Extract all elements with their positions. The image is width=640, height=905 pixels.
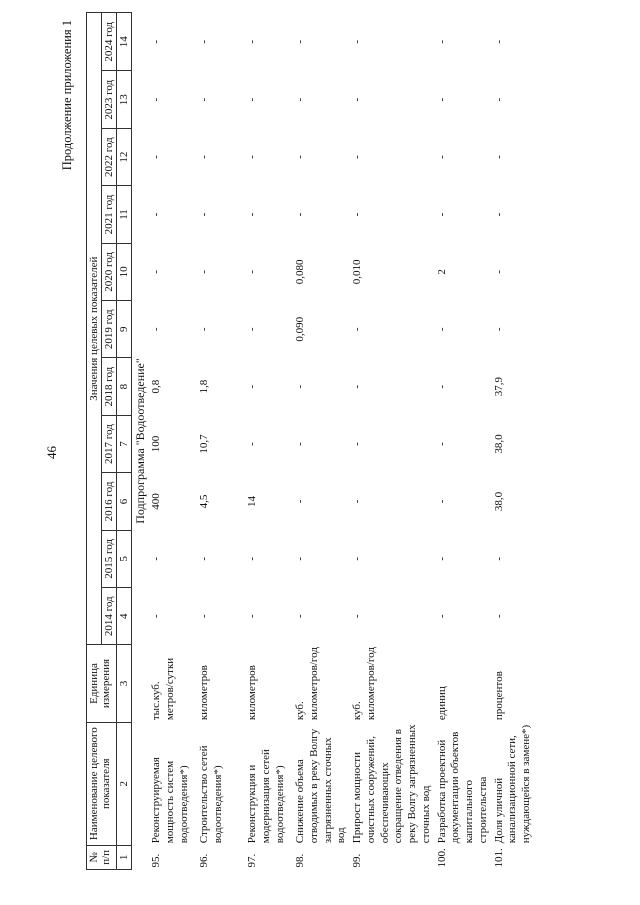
row-name: Реконструкция и модернизация сетей водоотведения*) xyxy=(246,749,286,844)
continuation-label: Продолжение приложения 1 xyxy=(60,20,74,171)
row-value: - xyxy=(351,97,363,102)
header-year: 2021 год xyxy=(102,186,117,243)
row-value: - xyxy=(150,39,162,44)
row-value: - xyxy=(246,155,258,159)
row-value: - xyxy=(435,556,448,561)
header-unit: Единица измерения xyxy=(87,645,117,722)
header-num: № п/п xyxy=(87,845,117,869)
row-name: Прирост мощности очистных сооружений, обеспечивающих сокращение отведения в реку Волгу загрязненных сточных вод xyxy=(351,724,432,844)
row-value: 14 xyxy=(246,495,258,507)
row-value: - xyxy=(294,212,306,217)
row-number: 100. xyxy=(435,848,448,868)
row-value: - xyxy=(150,614,162,619)
table-row xyxy=(197,13,245,870)
header-year: 2024 год xyxy=(102,13,117,72)
row-value: - xyxy=(246,442,258,446)
row-unit: единиц xyxy=(435,686,448,721)
header-year: 2022 год xyxy=(102,128,117,185)
row-value: - xyxy=(198,614,210,619)
row-value: - xyxy=(492,556,505,561)
table-row xyxy=(492,13,540,870)
row-value: 4,5 xyxy=(198,494,210,509)
row-value: - xyxy=(435,442,448,446)
column-number: 10 xyxy=(117,243,132,300)
row-value: 0,090 xyxy=(294,316,306,342)
column-number: 14 xyxy=(117,13,132,72)
row-value: - xyxy=(294,499,306,504)
indicators-table xyxy=(86,12,540,870)
row-value: - xyxy=(150,327,162,332)
row-value: - xyxy=(351,155,363,159)
column-number: 1 xyxy=(117,845,132,869)
row-number: 97. xyxy=(246,853,258,868)
row-value: - xyxy=(246,614,258,619)
row-value: - xyxy=(246,39,258,44)
row-value: - xyxy=(150,155,162,159)
column-number: 11 xyxy=(117,186,132,243)
row-value: - xyxy=(150,97,162,102)
row-value: 100 xyxy=(150,435,162,453)
column-number: 8 xyxy=(117,358,132,415)
row-value: - xyxy=(435,155,448,159)
row-value: 38,0 xyxy=(492,491,505,512)
table-row xyxy=(350,13,435,870)
row-value: - xyxy=(246,327,258,332)
table-row xyxy=(245,13,293,870)
row-value: - xyxy=(246,270,258,274)
row-value: 0,010 xyxy=(351,259,363,285)
column-number: 6 xyxy=(117,473,132,530)
row-value: - xyxy=(435,614,448,619)
row-name: Доля уличной канализационной сети, нуждающейся в замене*) xyxy=(492,724,532,844)
table-row xyxy=(293,13,350,870)
row-value: - xyxy=(351,499,363,504)
row-name: Снижение объема отводимых в реку Волгу загрязненных сточных вод xyxy=(294,728,348,844)
row-value: - xyxy=(492,212,505,217)
table-row xyxy=(149,13,197,870)
row-value: - xyxy=(351,327,363,332)
row-value: 1,8 xyxy=(198,379,210,394)
column-number: 2 xyxy=(117,722,132,845)
row-value: - xyxy=(492,270,505,274)
row-value: - xyxy=(351,614,363,619)
header-year: 2020 год xyxy=(102,243,117,300)
row-unit: куб. километров/год xyxy=(294,647,320,721)
row-value: - xyxy=(351,212,363,217)
row-value: 2 xyxy=(435,269,448,275)
row-value: 0,080 xyxy=(294,259,306,285)
row-value: 0,8 xyxy=(150,379,162,394)
header-year: 2017 год xyxy=(102,415,117,472)
row-value: - xyxy=(492,39,505,44)
row-value: - xyxy=(294,155,306,159)
row-value: 37,9 xyxy=(492,377,505,397)
row-unit: километров xyxy=(198,665,210,721)
row-value: - xyxy=(294,97,306,102)
row-value: - xyxy=(492,327,505,332)
column-number: 4 xyxy=(117,588,132,645)
row-value: - xyxy=(246,556,258,561)
row-value: - xyxy=(435,212,448,217)
row-value: - xyxy=(435,499,448,504)
row-value: - xyxy=(351,556,363,561)
row-value: - xyxy=(198,327,210,332)
row-value: - xyxy=(294,556,306,561)
row-value: - xyxy=(150,212,162,217)
row-value: - xyxy=(435,97,448,102)
row-number: 101. xyxy=(492,848,505,868)
row-value: - xyxy=(351,442,363,446)
row-value: - xyxy=(492,97,505,102)
row-value: 400 xyxy=(150,493,162,510)
row-value: - xyxy=(246,97,258,102)
row-value: - xyxy=(198,155,210,159)
row-value: - xyxy=(294,39,306,44)
row-unit: тыс.куб. метров/сутки xyxy=(150,657,176,721)
column-number: 5 xyxy=(117,530,132,587)
row-value: - xyxy=(492,155,505,159)
column-number: 3 xyxy=(117,645,132,722)
column-number: 9 xyxy=(117,301,132,358)
row-name: Разработка проектной документации объектов капитального строительства xyxy=(435,731,489,844)
row-value: - xyxy=(150,556,162,561)
row-value: 10,7 xyxy=(198,434,210,454)
header-values-group: Значения целевых показателей xyxy=(87,13,102,645)
row-value: - xyxy=(492,614,505,619)
row-value: - xyxy=(294,614,306,619)
row-value: - xyxy=(351,384,363,389)
row-value: 38,0 xyxy=(492,434,505,454)
row-value: - xyxy=(198,39,210,44)
row-value: - xyxy=(198,270,210,274)
row-name: Строительство сетей водоотведения*) xyxy=(198,745,224,844)
header-year: 2023 год xyxy=(102,71,117,128)
column-number: 7 xyxy=(117,415,132,472)
table-row xyxy=(435,13,492,870)
row-value: - xyxy=(150,270,162,274)
row-value: - xyxy=(351,39,363,44)
row-number: 95. xyxy=(150,853,162,868)
row-number: 98. xyxy=(294,853,306,868)
row-value: - xyxy=(294,442,306,446)
header-year: 2016 год xyxy=(102,473,117,530)
page-number: 46 xyxy=(44,446,59,459)
header-year: 2018 год xyxy=(102,358,117,415)
row-unit: процентов xyxy=(492,671,505,721)
row-number: 99. xyxy=(351,853,363,868)
column-number: 12 xyxy=(117,128,132,185)
header-name: Наименование целевого показателя xyxy=(87,722,117,845)
header-year: 2019 год xyxy=(102,301,117,358)
row-name: Реконструируемая мощность систем водоотведения*) xyxy=(150,757,190,844)
subprogram-title: Подпрограмма "Водоотведение" xyxy=(133,358,147,524)
row-value: - xyxy=(435,327,448,332)
row-value: - xyxy=(246,384,258,389)
row-value: - xyxy=(198,97,210,102)
row-value: - xyxy=(198,556,210,561)
row-value: - xyxy=(198,212,210,217)
header-year: 2015 год xyxy=(102,530,117,587)
row-value: - xyxy=(435,39,448,44)
column-numbers-row xyxy=(117,13,132,870)
row-unit: километров xyxy=(246,665,258,721)
column-number: 13 xyxy=(117,71,132,128)
header-year: 2014 год xyxy=(102,588,117,645)
row-value: - xyxy=(294,384,306,389)
row-value: - xyxy=(435,384,448,389)
row-value: - xyxy=(246,212,258,217)
row-unit: куб. километров/год xyxy=(351,647,377,721)
row-number: 96. xyxy=(198,853,210,868)
